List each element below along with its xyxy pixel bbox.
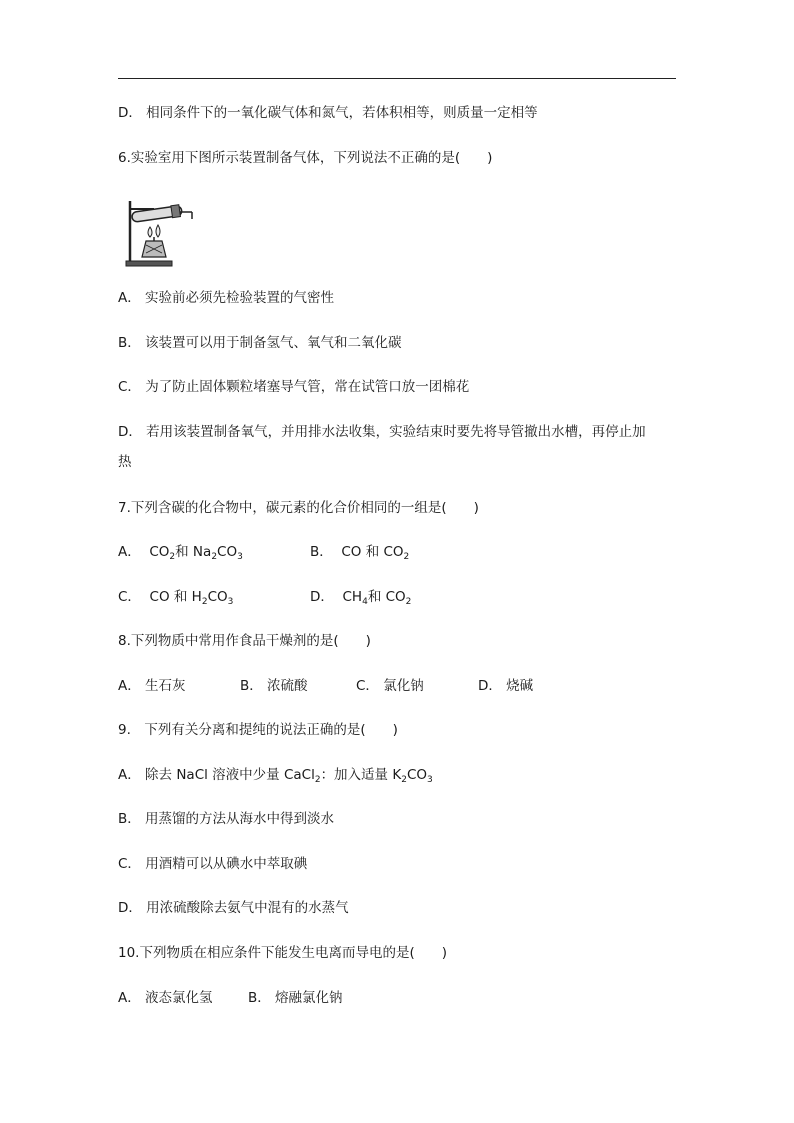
q9-option-c: C． 用酒精可以从碘水中萃取碘 <box>118 856 308 872</box>
q7-stem: 7.下列含碳的化合物中，碳元素的化合价相同的一组是( ) <box>118 500 479 516</box>
q7-option-c: C． CO 和 $H_2CO_3$ <box>118 589 234 607</box>
q8-option-a: A． 生石灰 <box>118 678 186 694</box>
q7-option-b: B． CO 和 $CO_2$ <box>310 544 410 562</box>
q10-option-a: A． 液态氯化氢 <box>118 990 213 1006</box>
q9-option-b: B． 用蒸馏的方法从海水中得到淡水 <box>118 811 335 827</box>
q8-stem: 8.下列物质中常用作食品干燥剂的是( ) <box>118 633 371 649</box>
q8-option-b: B． 浓硫酸 <box>240 678 308 694</box>
q6-stem: 6.实验室用下图所示装置制备气体，下列说法不正确的是( ) <box>118 150 493 166</box>
q8-option-d: D． 烧碱 <box>478 678 534 694</box>
q7-option-d: D． $CH_4$和 $CO_2$ <box>310 589 412 607</box>
q10-option-b: B． 熔融氯化钠 <box>248 990 343 1006</box>
q6-option-a: A． 实验前必须先检验装置的气密性 <box>118 290 335 306</box>
q10-stem: 10.下列物质在相应条件下能发生电离而导电的是( ) <box>118 945 448 961</box>
q9-option-a: A． 除去 NaCl 溶液中少量 CaCl$_2$：加入适量 $K_2CO_3$ <box>118 767 433 785</box>
q9-stem: 9. 下列有关分离和提纯的说法正确的是( ) <box>118 722 398 738</box>
q8-option-c: C． 氯化钠 <box>356 678 424 694</box>
q7-option-a: A． $CO_2$和 $Na_2CO_3$ <box>118 544 243 562</box>
heating-test-tube-apparatus-icon <box>120 195 196 271</box>
q5-option-d: D． 相同条件下的一氧化碳气体和氮气，若体积相等，则质量一定相等 <box>118 105 538 121</box>
q6-option-b: B． 该装置可以用于制备氢气、氧气和二氧化碳 <box>118 335 402 351</box>
q9-option-d: D． 用浓硫酸除去氨气中混有的水蒸气 <box>118 900 349 916</box>
header-rule <box>118 78 676 79</box>
q6-option-d-line1: D． 若用该装置制备氧气，并用排水法收集，实验结束时要先将导管撤出水槽，再停止加 <box>118 424 646 440</box>
q6-option-d-line2: 热 <box>118 454 132 470</box>
lab-apparatus-figure <box>120 195 196 271</box>
q6-option-c: C． 为了防止固体颗粒堵塞导气管，常在试管口放一团棉花 <box>118 379 470 395</box>
